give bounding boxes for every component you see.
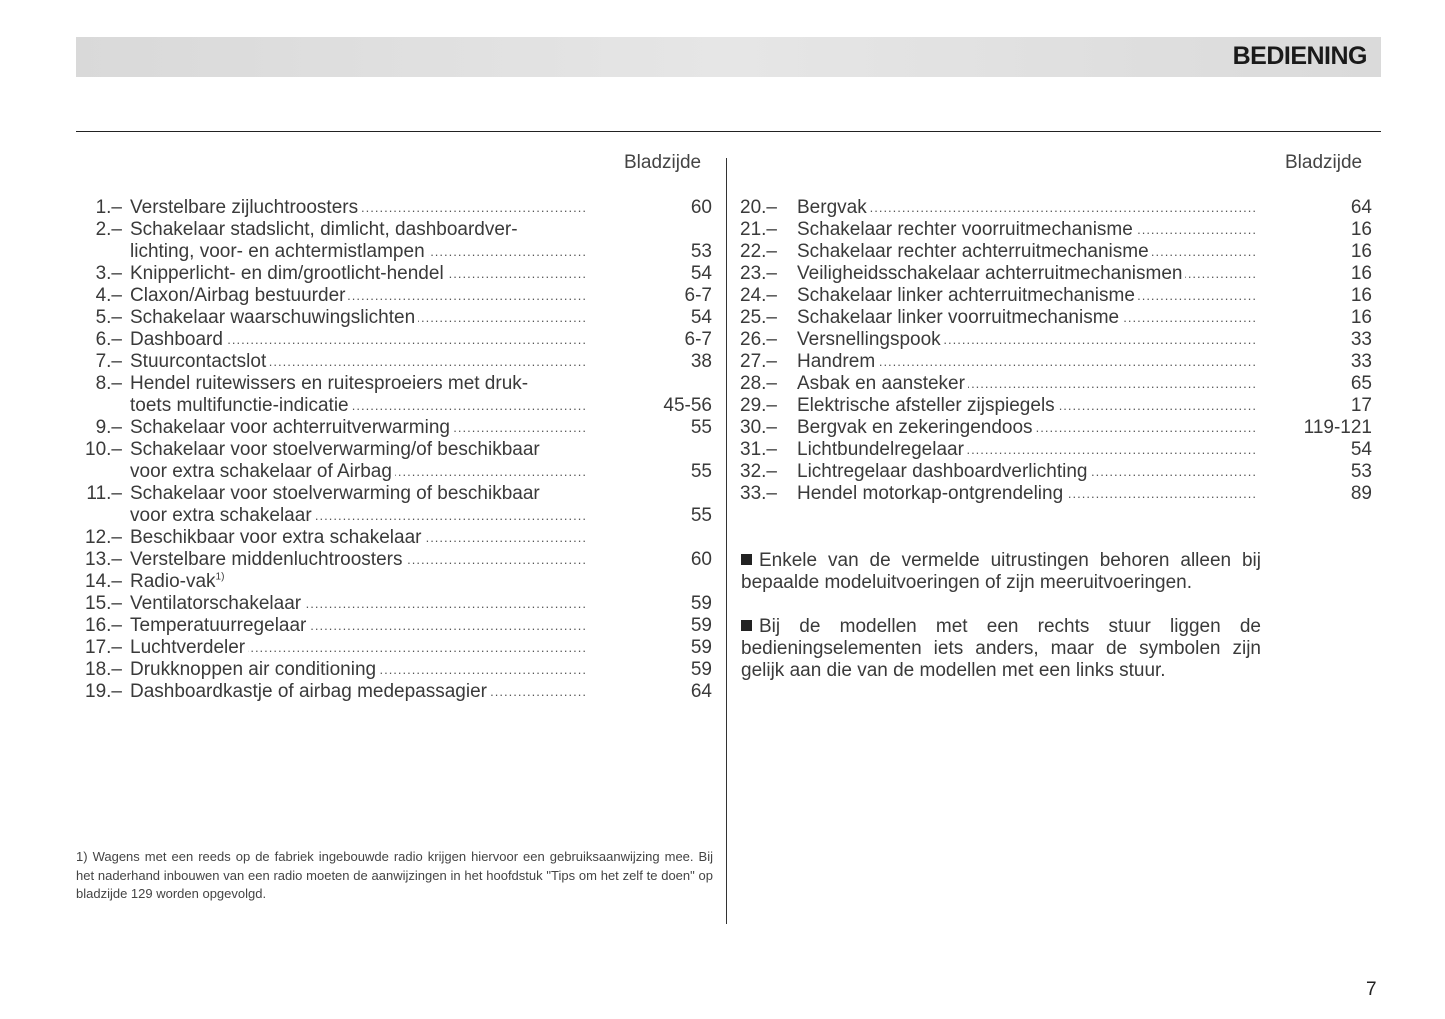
item-number: 33.– [740,483,777,504]
page-reference: 6-7 [684,285,712,306]
item-number: 28.– [740,373,777,394]
page-reference: 54 [690,307,712,328]
page-reference: 64 [690,681,712,702]
footnote: 1) Wagens met een reeds op de fabriek ingebouwde radio krijgen hiervoor een gebruiksaanwijzing mee. Bij het naderhand inbouwen van een radio moeten de aanwijzingen in het hoofdstuk "Tips om het zelf te doen" op bladzijde 129 worden opgevolgd. [76,849,713,901]
item-number: 20.– [740,197,777,218]
item-number: 30.– [740,417,777,438]
item-label: Versnellingspook [797,329,944,351]
page-reference: 17 [1350,395,1372,416]
item-label: lichting, voor- en achtermistlampen [130,241,428,263]
note-1-text: Enkele van de vermelde uitrustingen behoren alleen bij bepaalde modeluitvoeringen of zijn meeruitvoeringen. [741,550,1261,593]
page-reference: 16 [1350,219,1372,240]
item-label: Asbak en aansteker [797,373,968,395]
note-2-text: Bij de modellen met een rechts stuur liggen de bedieningselementen iets anders, maar de symbolen zijn gelijk aan die van de modellen met een links stuur. [741,616,1261,681]
item-number: 3.– [95,263,122,284]
horizontal-rule [76,131,1381,132]
note-1 [741,550,1261,594]
page-reference: 16 [1350,241,1372,262]
page-reference: 45-56 [663,395,712,416]
item-number: 25.– [740,307,777,328]
page-reference: 59 [690,659,712,680]
item-number: 4.– [95,285,122,306]
item-label: Schakelaar stadslicht, dimlicht, dashboardver- [130,219,521,241]
item-number: 31.– [740,439,777,460]
dot-leader [802,197,1257,219]
item-label: voor extra schakelaar of Airbag [130,461,395,483]
right-column-heading: Bladzijde [1285,152,1363,173]
item-number: 17.– [85,637,122,658]
page-reference: 60 [690,549,712,570]
page-reference: 55 [690,461,712,482]
item-number: 1.– [95,197,122,218]
item-label: Drukknoppen air conditioning [130,659,379,681]
item-number: 2.– [95,219,122,240]
page-reference: 33 [1350,351,1372,372]
item-number: 5.– [95,307,122,328]
item-number: 12.– [85,527,122,548]
item-label: Schakelaar waarschuwingslichten [130,307,418,329]
page-reference: 89 [1350,483,1372,504]
item-number: 8.– [95,373,122,394]
note-2 [741,616,1261,682]
page-reference: 59 [690,637,712,658]
item-label: Schakelaar linker voorruitmechanisme [797,307,1122,329]
item-label: Radio-vak$^{1)}$ [130,571,227,593]
item-label: Schakelaar voor stoelverwarming/of beschikbaar [130,439,543,461]
item-label: Claxon/Airbag bestuurder [130,285,348,307]
toc-item-19 [0,681,1445,703]
left-column-heading: Bladzijde [624,152,702,173]
section-title: BEDIENING [1232,42,1367,70]
item-label: Elektrische afsteller zijspiegels [797,395,1058,417]
page-reference: 53 [1350,461,1372,482]
item-label: Temperatuurregelaar [130,615,309,637]
item-label: Veiligheidsschakelaar achterruitmechanismen [797,263,1185,285]
page-reference: 65 [1350,373,1372,394]
item-number: 21.– [740,219,777,240]
item-number: 6.– [95,329,122,350]
page-reference: 55 [690,505,712,526]
toc-item-12 [0,527,1445,549]
item-label: Schakelaar rechter achterruitmechanisme [797,241,1152,263]
item-number: 23.– [740,263,777,284]
item-label: Stuurcontactslot [130,351,269,373]
header-band [76,37,1381,77]
item-number: 32.– [740,461,777,482]
item-label: Verstelbare zijluchtroosters [130,197,361,219]
page-reference: 38 [690,351,712,372]
item-label: Hendel motorkap-ontgrendeling [797,483,1066,505]
item-label: Luchtverdeler [130,637,248,659]
item-label: Schakelaar voor achterruitverwarming [130,417,453,439]
page-reference: 16 [1350,285,1372,306]
item-label: Knipperlicht- en dim/grootlicht-hendel [130,263,447,285]
item-number: 7.– [95,351,122,372]
item-number: 22.– [740,241,777,262]
item-label: Handrem [797,351,878,373]
page-reference: 16 [1350,263,1372,284]
page-reference: 64 [1350,197,1372,218]
page-reference: 16 [1350,307,1372,328]
item-number: 15.– [85,593,122,614]
page-reference: 59 [690,615,712,636]
item-label: voor extra schakelaar [130,505,315,527]
bullet-square-icon [741,554,752,565]
item-number: 24.– [740,285,777,306]
item-number: 11.– [86,483,122,504]
item-number: 9.– [95,417,122,438]
page-reference: 54 [1350,439,1372,460]
item-number: 26.– [740,329,777,350]
item-label: Schakelaar linker achterruitmechanisme [797,285,1138,307]
page-reference: 53 [690,241,712,262]
item-number: 19.– [85,681,122,702]
page-reference: 59 [690,593,712,614]
item-label: Lichtbundelregelaar [797,439,967,461]
page-number: 7 [1366,979,1377,1000]
item-label: Schakelaar rechter voorruitmechanisme [797,219,1136,241]
item-label: Dashboard [130,329,226,351]
item-number: 16.– [85,615,122,636]
item-label: Ventilatorschakelaar [130,593,304,615]
item-label: Verstelbare middenluchtroosters [130,549,405,571]
toc-item-15 [0,593,1445,615]
bullet-square-icon [741,620,752,631]
page-reference: 54 [690,263,712,284]
item-label: Hendel ruitewissers en ruitesproeiers met druk- [130,373,531,395]
item-label: Bergvak en zekeringendoos [797,417,1036,439]
item-label: Schakelaar voor stoelverwarming of beschikbaar [130,483,543,505]
page-reference: 6-7 [684,329,712,350]
item-number: 13.– [85,549,122,570]
item-number: 29.– [740,395,777,416]
item-number: 10.– [85,439,122,460]
item-number: 18.– [85,659,122,680]
page-reference: 55 [690,417,712,438]
item-label: Bergvak [797,197,870,219]
item-label: Dashboardkastje of airbag medepassagier [130,681,490,703]
page-reference: 33 [1350,329,1372,350]
item-number: 27.– [740,351,777,372]
page-reference: 119-121 [1303,417,1372,438]
item-label: toets multifunctie-indicatie [130,395,352,417]
item-number: 14.– [85,571,122,592]
item-label: Lichtregelaar dashboardverlichting [797,461,1090,483]
page-reference: 60 [690,197,712,218]
footnote-marker: 1) [215,571,225,583]
item-label: Beschikbaar voor extra schakelaar [130,527,424,549]
